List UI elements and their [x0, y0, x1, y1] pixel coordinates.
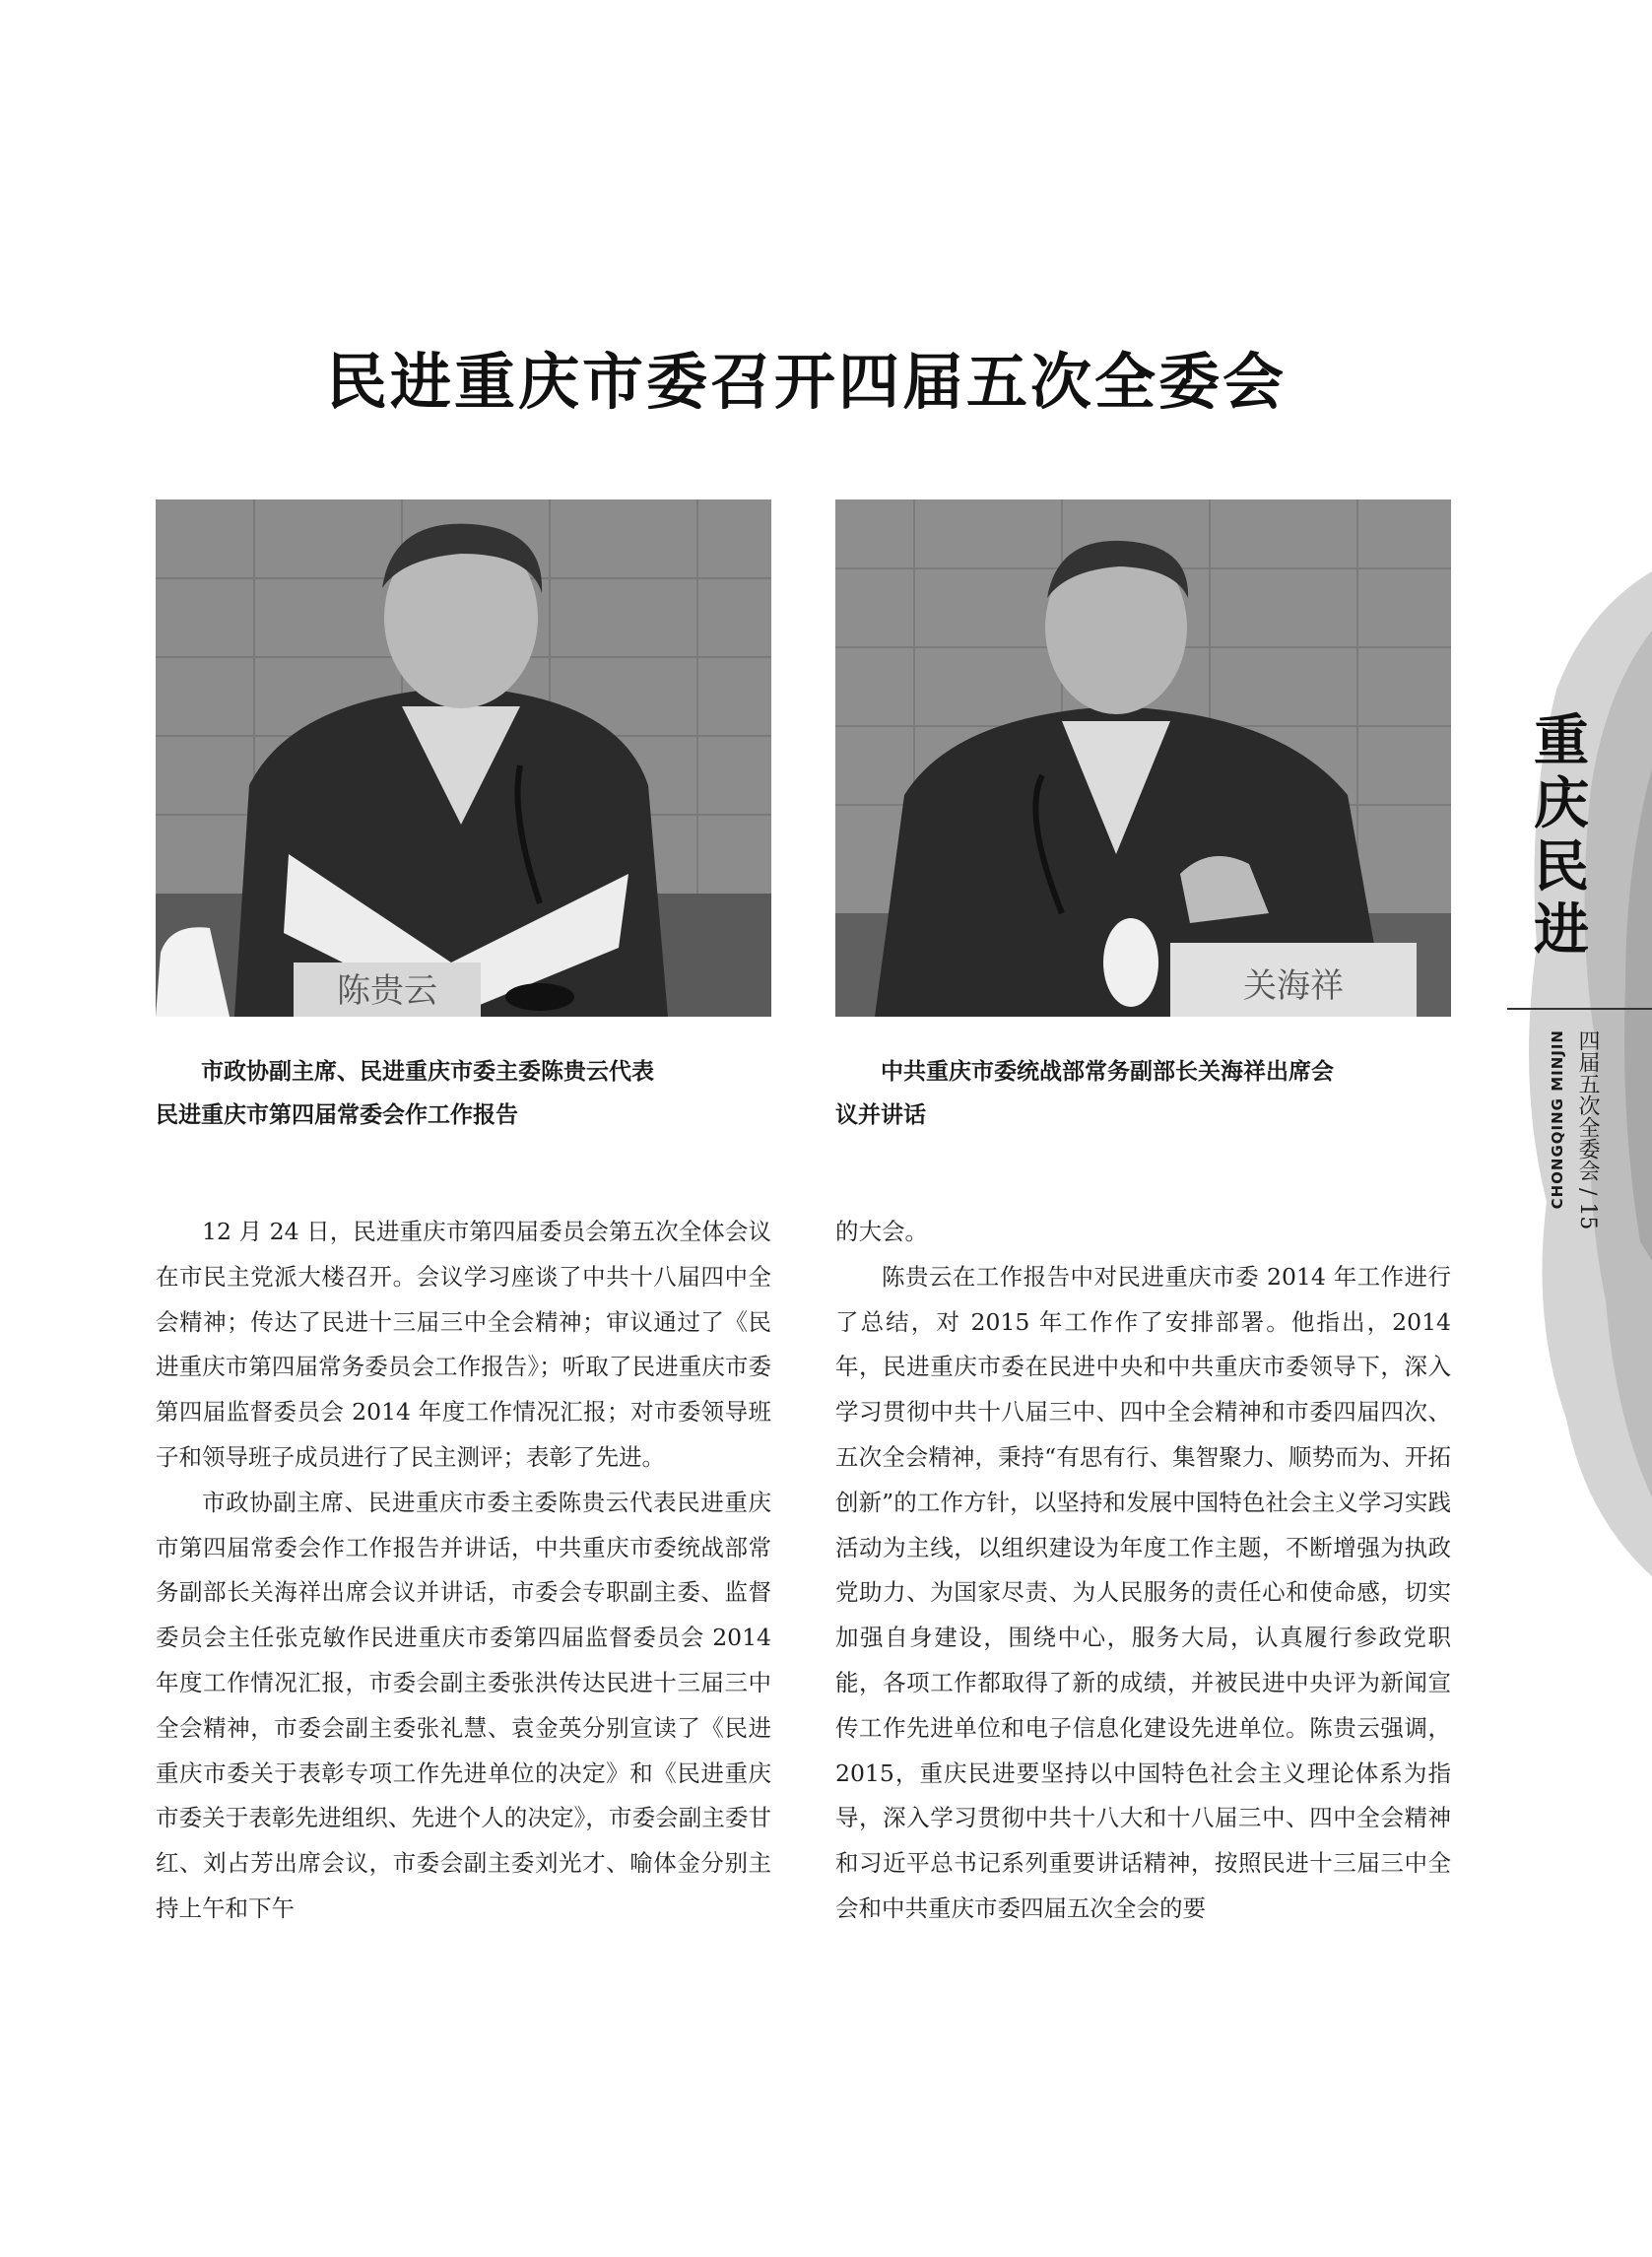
paragraph: 陈贵云在工作报告中对民进重庆市委 2014 年工作进行了总结，对 2015 年工作作了安排部署。他指出，2014 年，民进重庆市委在民进中央和中共重庆市委领导下，深入学习贯彻中共十八届三中、四中全会精神和市委四届四次、五次全会精神，秉持“有思有行、集智聚力、顺势而为、开拓创新”的工作方针，以坚持和发展中国特色社会主义学习实践活动为主线，以组织建设为年度工作主题，不断增强为执政党助力、为国家尽责、为人民服务的责任心和使命感，切实加强自身建设，围绕中心，服务大局，认真履行参政党职能，各项工作都取得了新的成绩，并被民进中央评为新闻宣传工作先进单位和电子信息化建设先进单位。陈贵云强调，2015，重庆民进要坚持以中国特色社会主义理论体系为指导，深入学习贯彻中共十八大和十八届三中、四中全会精神和习近平总书记系列重要讲话精神，按照民进十三届三中全会和中共重庆市委四届五次全会的要 [835, 1262, 1451, 1922]
body-column-left [156, 1210, 771, 1932]
sidebar-divider [1507, 1008, 1652, 1010]
caption-left [156, 1050, 771, 1137]
brand-char: 民 [1534, 834, 1589, 899]
issue-label: 四届五次全委会 / 15 [1575, 1029, 1600, 1230]
caption-right-line-2: 议并讲话 [835, 1102, 926, 1128]
paragraph: 的大会。 [835, 1218, 928, 1245]
photo-chen-guiyun-image [156, 499, 771, 1017]
brand-char: 庆 [1534, 771, 1589, 836]
paragraph: 12 月 24 日，民进重庆市第四届委员会第五次全体会议在市民主党派大楼召开。会议学习座谈了中共十八届四中全会精神；传达了民进十三届三中全会精神；审议通过了《民进重庆市第四届常务委员会工作报告》；听取了民进重庆市委第四届监督委员会 2014 年度工作情况汇报；对市委领导班子和领导班子成员进行了民主测评；表彰了先进。 [156, 1218, 771, 1471]
caption-left-line-2: 民进重庆市第四届常委会作工作报告 [156, 1102, 518, 1128]
photo-guan-haixiang-image [835, 499, 1451, 1017]
brand-char: 重 [1534, 708, 1589, 773]
nameplate-right-text: 关海祥 [1243, 966, 1344, 1006]
photo-guan-haixiang [835, 499, 1451, 1017]
nameplate-left-text: 陈贵云 [337, 971, 437, 1011]
paragraph: 市政协副主席、民进重庆市委主委陈贵云代表民进重庆市第四届常委会作工作报告并讲话，中共重庆市委统战部常务副部长关海祥出席会议并讲话，市委会专职副主委、监督委员会主任张克敏作民进重庆市委第四届监督委员会 2014 年度工作情况汇报，市委会副主委张洪传达民进十三届三中全会精神，市委会副主委张礼慧、袁金英分别宣读了《民进重庆市委关于表彰专项工作先进单位的决定》和《民进重庆市委关于表彰先进组织、先进个人的决定》，市委会副主委甘红、刘占芳出席会议，市委会副主委刘光才、喻体金分别主持上午和下午 [156, 1488, 771, 1922]
body-column-right [835, 1210, 1451, 1932]
photo-chen-guiyun [156, 499, 771, 1017]
caption-left-line-1: 市政协副主席、民进重庆市委主委陈贵云代表 [201, 1059, 654, 1085]
pinyin-label: CHONGQING MINJIN [1549, 1029, 1566, 1210]
caption-right-line-1: 中共重庆市委统战部常务副部长关海祥出席会 [881, 1059, 1334, 1085]
brand-logo [1527, 709, 1596, 962]
caption-right [835, 1050, 1451, 1137]
brand-char: 进 [1534, 897, 1589, 963]
article-title: 民进重庆市委召开四届五次全委会 [325, 346, 1287, 418]
